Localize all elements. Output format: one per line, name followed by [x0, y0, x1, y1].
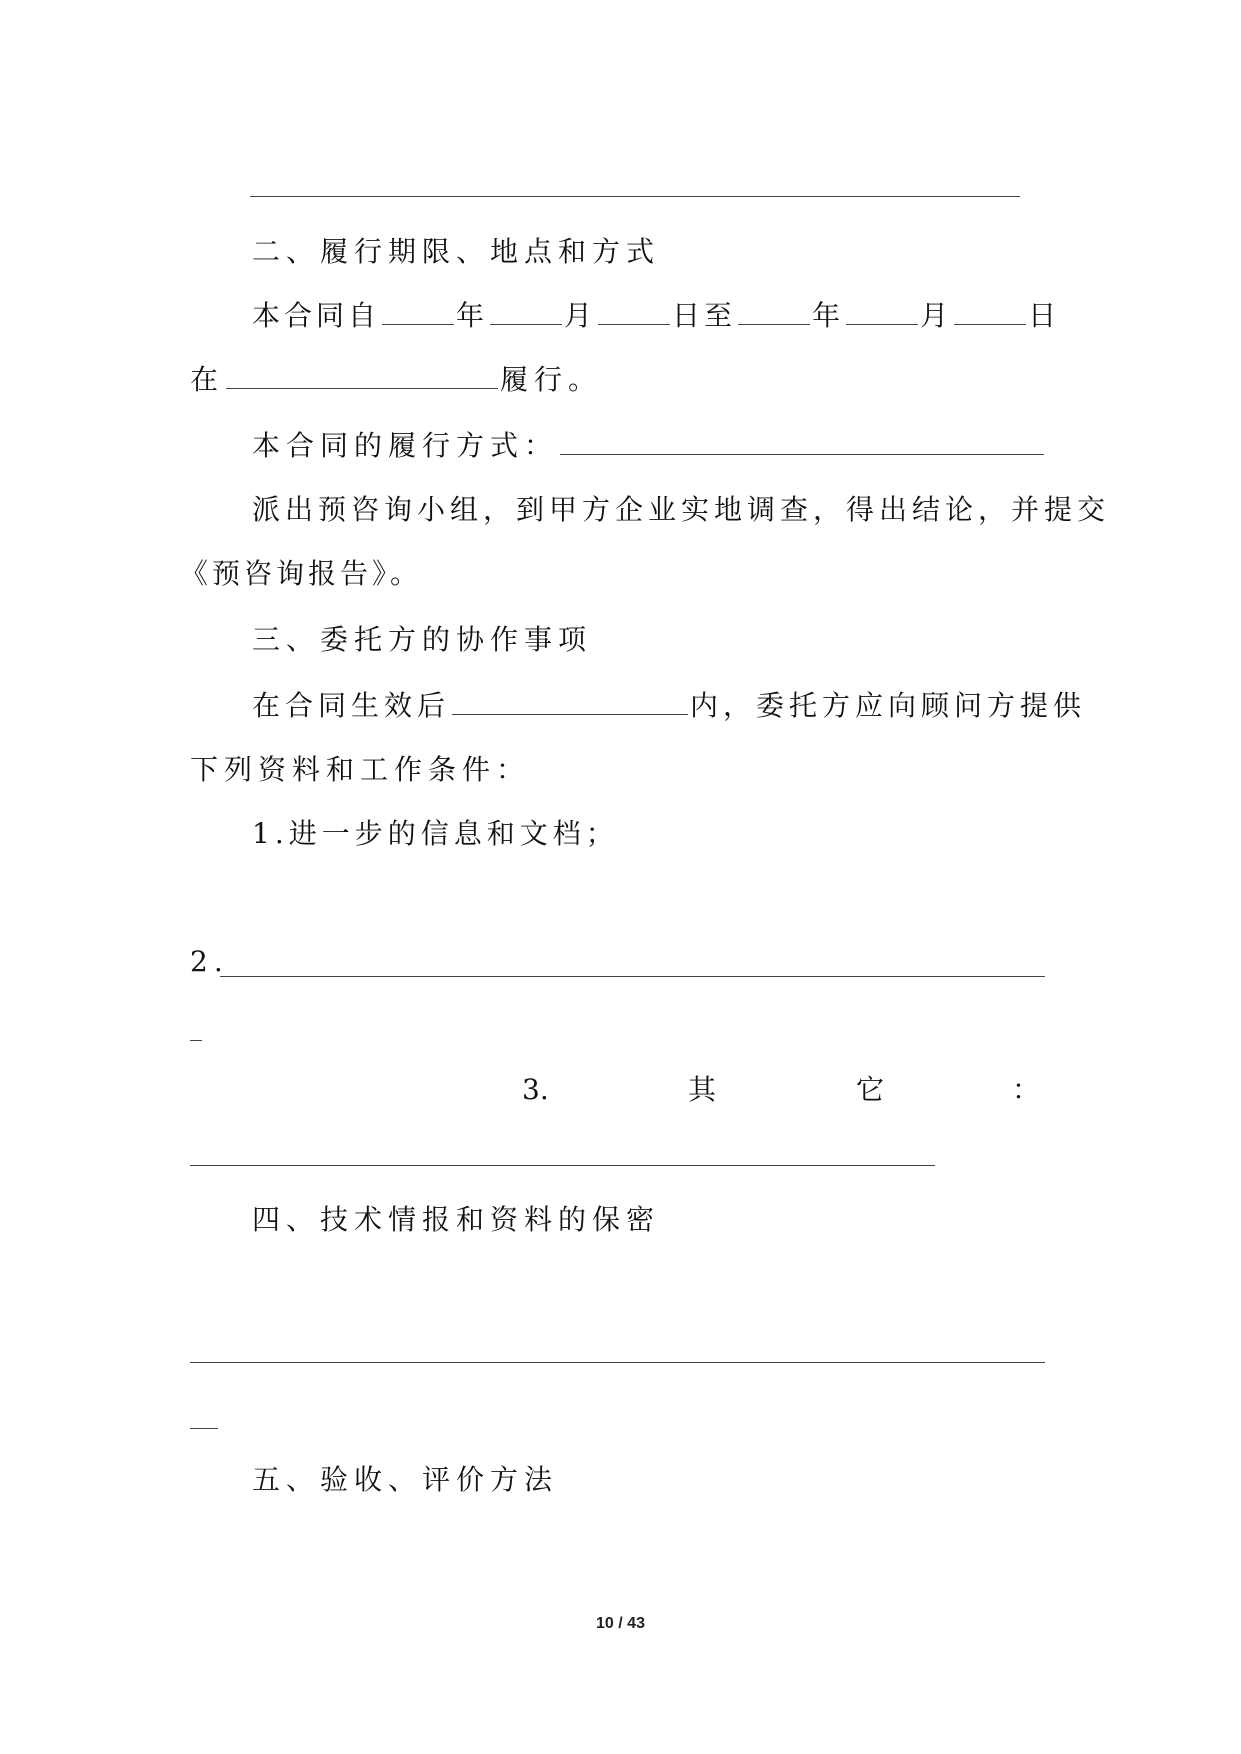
- end-year-blank[interactable]: [738, 300, 810, 325]
- item-2-number: 2.: [190, 945, 229, 978]
- cooperation-line1: [252, 686, 1086, 726]
- term-month2: 月: [920, 299, 953, 332]
- method-blank[interactable]: [560, 430, 1044, 455]
- place-suffix: 履行。: [500, 363, 603, 396]
- term-year1: 年: [456, 299, 489, 332]
- end-day-blank[interactable]: [954, 300, 1026, 325]
- method-line: [252, 426, 1046, 466]
- item-3-colon: ：: [1012, 1073, 1041, 1106]
- term-line: [252, 296, 1060, 336]
- method-label: 本合同的履行方式：: [252, 429, 559, 462]
- cooperation-suffix: 内，委托方应向顾问方提供: [690, 689, 1087, 722]
- top-blank-line: [250, 196, 1020, 197]
- start-year-blank[interactable]: [382, 300, 454, 325]
- term-prefix: 本合同自: [252, 299, 381, 332]
- cooperation-line2: 下列资料和工作条件：: [190, 753, 531, 786]
- period-blank[interactable]: [452, 690, 688, 715]
- section-3-heading: 三、委托方的协作事项: [252, 623, 593, 656]
- item-3-blank[interactable]: [190, 1165, 935, 1166]
- start-month-blank[interactable]: [490, 300, 562, 325]
- term-day-to: 日至: [672, 299, 737, 332]
- start-day-blank[interactable]: [598, 300, 670, 325]
- item-1: 1.进一步的信息和文档；: [252, 817, 619, 850]
- item-3-word1: 其: [688, 1073, 717, 1106]
- confidential-blank[interactable]: [190, 1362, 1045, 1363]
- confidential-blank-tail[interactable]: [190, 1428, 218, 1429]
- term-year2: 年: [812, 299, 845, 332]
- term-month1: 月: [564, 299, 597, 332]
- section-4-heading: 四、技术情报和资料的保密: [252, 1203, 661, 1236]
- place-prefix: 在: [190, 363, 225, 396]
- place-blank[interactable]: [226, 364, 498, 389]
- end-month-blank[interactable]: [846, 300, 918, 325]
- page-number: 10 / 43: [596, 1615, 645, 1632]
- method-text-line1: 派出预咨询小组，到甲方企业实地调查，得出结论，并提交: [252, 493, 1111, 526]
- section-2-heading: 二、履行期限、地点和方式: [252, 235, 661, 268]
- item-2-blank[interactable]: [220, 976, 1045, 977]
- method-text-line2: 《预咨询报告》。: [180, 557, 423, 590]
- cooperation-prefix: 在合同生效后: [252, 689, 451, 722]
- section-5-heading: 五、验收、评价方法: [252, 1463, 559, 1496]
- term-day2: 日: [1028, 299, 1061, 332]
- place-line: [190, 360, 602, 400]
- item-3-number: 3.: [522, 1073, 549, 1106]
- item-2-blank-tail[interactable]: [190, 1040, 202, 1041]
- item-3-word2: 它: [856, 1073, 885, 1106]
